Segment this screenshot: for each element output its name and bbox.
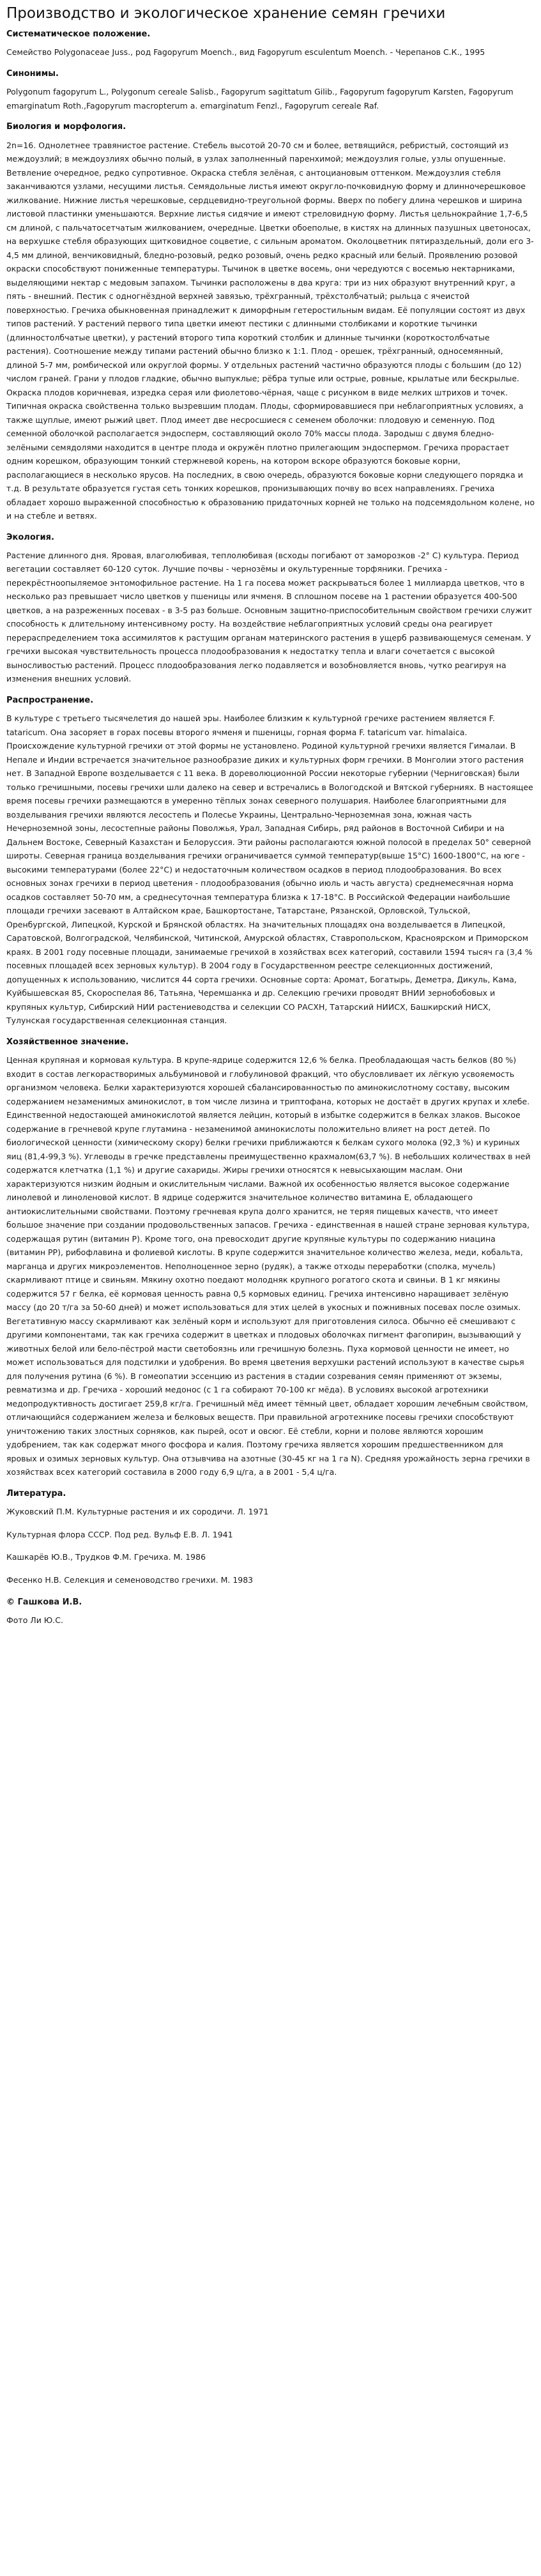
reference-item: Кашкарёв Ю.В., Трудков Ф.М. Гречиха. М. 1986 bbox=[6, 1552, 206, 1562]
reference-item: Фесенко Н.В. Селекция и семеноводство гречихи. М. 1983 bbox=[6, 1574, 254, 1585]
page-title: Производство и экологическое хранение семян гречихи bbox=[6, 5, 446, 22]
section-heading-ecology: Экология. bbox=[6, 532, 54, 542]
section-heading-economic: Хозяйственное значение. bbox=[6, 1037, 129, 1047]
author-credit: © Гашкова И.В. bbox=[6, 1597, 82, 1608]
section-heading-literature: Литература. bbox=[6, 1488, 66, 1498]
reference-item: Жуковский П.М. Культурные растения и их сородичи. Л. 1971 bbox=[6, 1507, 269, 1517]
section-heading-synonyms: Синонимы. bbox=[6, 68, 59, 79]
section-heading-systematic: Систематическое положение. bbox=[6, 29, 151, 40]
reference-list bbox=[6, 1505, 535, 1587]
section-text-ecology: Растение длинного дня. Яровая, влаголюбивая, теплолюбивая (всходы погибают от заморозков -2° С) культура. Период вегетации составляет 60-120 суток. Лучшие почвы - чернозёмы и окультуренные торфяники. Гречиха - перекрёстноопыляемое энтомофильное растение. На 1 га посева может раскрываться более 1 миллиарда цветков, что в несколько раз превышает число цветков у пшеницы или ячменя. В сплошном посеве на 1 растении образуется 400-500 цветков, а на разреженных посевах - в 3-5 раз больше. Основным защитно-приспособительным свойством гречихи служит способность к длительному интенсивному росту. На воздействие неблагоприятных условий среды она реагирует перераспределением тока ассимилятов к растущим органам материнского растения в ущерб развивающемуся семенам. У гречихи высокая чувствительность процесса плодообразования к недостатку тепла и влаги сочетается с высокой выносливостью растений. Процесс плодообразования легко подавляется и возобновляется вновь, чутко реагируя на изменения внешних условий. bbox=[6, 550, 533, 684]
photo-credit: Фото Ли Ю.С. bbox=[6, 1615, 63, 1626]
reference-item: Культурная флора СССР. Под ред. Вульф Е.В. Л. 1941 bbox=[6, 1529, 233, 1539]
section-text-synonyms: Polygonum fagopyrum L., Polygonum cereale Salisb., Fagopyrum sagittatum Gilib., Fagopyrum fagopyrum Karsten, Fagopyrum emarginatum Roth.,Fagopyrum macropterum a. emarginatum Fenzl., Fagopyrum cereale Raf. bbox=[6, 87, 514, 111]
section-text-distribution: В культуре с третьего тысячелетия до нашей эры. Наиболее близким к культурной гречихе растением является F. tataricum. Она засоряет в горах посевы второго ячменя и пшеницы, горная форма F. tataricum var. himalaica. Происхождение культурной гречихи от этой формы не установлено. Родиной культурной гречихи является Гималаи. В Непале и Индии встречается значительное разнообразие диких и культурных форм гречихи. В Монголии этого растения нет. В Западной Европе возделывается с 11 века. В дореволюционной России некоторые губернии (Черниговская) были только гречишными, посевы гречихи шли далеко на север и встречались в Вологодской и Вятской губерниях. В настоящее время посевы гречихи размещаются в умеренно тёплых зонах северного полушария. Наиболее благоприятными для возделывания гречихи являются лесостепь и Полесье Украины, Центрально-Черноземная зона, южная часть Нечерноземной зоны, лесостепные районы Поволжья, Урал, Западная Сибирь, ряд районов в Восточной Сибири и на Дальнем Востоке, Северный Казахстан и Белоруссия. Эти районы располагаются южной полосой в пределах 50° северной широты. Северная граница возделывания гречихи ограничивается суммой температур(выше 15°С) 1600-1800°С, на юге - высокими температурами (более 22°С) и недостаточным количеством осадков в период плодообразования. Во всех основных зонах гречихи в период цветения - плодообразования (обычно июль и часть августа) среднемесячная норма осадков составляет 50-70 мм, а среднесуточная температура близка к 17-18°С. В Российской Федерации наибольшие площади гречихи засевают в Алтайском крае, Башкортостане, Татарстане, Рязанской, Орловской, Тульской, Оренбургской, Липецкой, Курской и Брянской областях. На значительных площадях она возделывается в Липецкой, Саратовской, Волгоградской, Челябинской, Читинской, Амурской областях, Ставропольском, Красноярском и Приморском краях. В 2001 году посевные площади, занимаемые гречихой в хозяйствах всех категорий, составили 1594 тысяч га (3,4 % посевных площадей всех зерновых культур). В 2004 году в Государственном реестре селекционных достижений, допущенных к использованию, числится 44 сорта гречихи. Основные сорта: Аромат, Богатырь, Деметра, Дикуль, Кама, Куйбышевская 85, Скороспелая 86, Татьяна, Черемшанка и др. Селекцию гречихи проводят ВНИИ зернобобовых и крупяных культур, Сибирский НИИ растениеводства и селекции СО РАСХН, Татарский НИИСХ, Башкирский НИСХ, Тулунская государственная селекционная станция. bbox=[6, 713, 533, 1026]
section-text-economic: Ценная крупяная и кормовая культура. В крупе-ядрице содержится 12,6 % белка. Преобладающая часть белков (80 %) входит в состав легкорастворимых альбуминовой и глобулиновой фракций, что обусловливает их лёгкую усвояемость организмом человека. Белки характеризуются хорошей сбалансированностью по аминокислотному составу, высоким содержанием незаменимых аминокислот, в том числе лизина и триптофана, которых не достаёт в других крупах и хлебе. Единственной недостающей аминокислотой является лейцин, который в избытке содержится в белках злаков. Высокое содержание в гречневой крупе глутамина - незаменимой аминокислоты положительно влияет на рост детей. По биологической ценности (химическому скору) белки гречихи приближаются к белкам сухого молока (92,3 %) и куриных яиц (81,4-99,3 %). Углеводы в гречке представлены преимущественно крахмалом(63,7 %). В небольших количествах в ней содержатся клетчатка (1,1 %) и другие сахариды. Жиры гречихи относятся к невысыхающим маслам. Они характеризуются низким йодным и окислительным числами. Важной их особенностью является высокое содержание линолевой и линоленовой кислот. В ядрице содержится значительное количество витамина Е, обладающего антиокислительными свойствами. Поэтому гречневая крупа долго хранится, не теряя пищевых качеств, что имеет большое значение при создании продовольственных запасов. Гречиха - единственная в нашей стране зерновая культура, содержащая рутин (витамин P). Кроме того, она превосходит другие крупяные культуры по содержанию ниацина (витамин PP), рибофлавина и фолиевой кислоты. В крупе содержится значительное количество железа, меди, кобальта, марганца и других микроэлементов. Неполноценное зерно (рудяк), а также отходы переработки (сполка, мучель) скармливают птице и свиньям. Мякину охотно поедают молодняк крупного рогатого скота и свиньи. В 1 кг мякины содержится 57 г белка, её кормовая ценность равна 0,5 кормовых единиц. Гречиха интенсивно наращивает зелёную массу (до 20 т/га за 50-60 дней) и может использоваться для этих целей в укосных и пожнивных посевах после озимых. Вегетативную массу скармливают как зелёный корм и используют для приготовления силоса. Обычно её смешивают с другими компонентами, так как гречиха содержит в цветках и плодовых оболочках пигмент фагопирин, вызывающий у животных белой или бело-пёстрой масти светобоязнь или гречишную болезнь. Пуха кормовой ценности не имеет, но может использоваться для подстилки и удобрения. Во время цветения верхушки растений используют в качестве сырья для получения рутина (6 %). В гомеопатии эссенцию из растения в стадии созревания семян применяют от экземы, ревматизма и др. Гречиха - хороший медонос (с 1 га собирают 70-100 кг мёда). В условиях высокой агротехники медопродуктивность достигает 259,8 кг/га. Гречишный мёд имеет тёмный цвет, обладает хорошим лечебным свойством, отличающийся содержанием железа и белковых веществ. При правильной агротехнике посевы гречихи способствуют уничтожению таких злостных сорняков, как пырей, осот и овсюг. Её стебли, корни и полове являются хорошим удобрением, так как содержат много фосфора и калия. Поэтому гречиха является хорошим предшественником для яровых и озимых зерновых культур. Она отзывчива на азотные (30-45 кг на 1 га N). Средняя урожайность зерна гречихи в хозяйствах всех категорий составила в 2000 году 6,9 ц/га, а в 2001 - 5,4 ц/га. bbox=[6, 1055, 531, 1477]
section-heading-distribution: Распространение. bbox=[6, 695, 94, 705]
section-text-systematic: Семейство Polygonaceae Juss., род Fagopyrum Moench., вид Fagopyrum esculentum Moench. - Черепанов С.К., 1995 bbox=[6, 47, 485, 57]
section-heading-biology: Биология и морфология. bbox=[6, 122, 126, 132]
section-text-biology: 2n=16. Однолетнее травянистое растение. Стебель высотой 20-70 см и более, ветвящийся, ребристый, состоящий из междоузлий; в междоузлиях обычно полый, в узлах заполненный паренхимой; междоузлия голые, узлы опушенные. Ветвление очередное, редко супротивное. Окраска стебля зелёная, с антоциановым оттенком. Междоузлия стебля заканчиваются узлами, несущими листья. Семядольные листья имеют округло-почковидную форму и длинночерешковое жилкование. Нижние листья черешковые, сердцевидно-треугольной формы. Вверх по побегу длина черешков и ширина листовой пластинки уменьшаются. Верхние листья сидячие и имеют стреловидную форму. Листья цельнокрайние 1,7-6,5 см длиной, с пальчатосетчатым жилкованием, очередные. Цветки обоеполые, в кистях на длинных пазушных цветоносах, на верхушке стебля образующих щитковидное соцветие, с сильным ароматом. Околоцветник пятираздельный, доли его 3-4,5 мм длиной, венчиковидный, бледно-розовый, редко розовый, очень редко красный или белый. Проявлению розовой окраски способствуют пониженные температуры. Тычинок в цветке восемь, они чередуются с восемью нектарниками, выделяющими нектар с медовым запахом. Тычинки расположены в два круга: три из них образуют внутренний круг, а пять - внешний. Пестик с одногнёздной верхней завязью, трёхгранный, трёхстолбчатый; рыльца с ячеистой поверхностью. Гречиха обыкновенная принадлежит к диморфным гетеростильным видам. Её популяции состоят из двух типов растений. У растений первого типа цветки имеют пестики с длинными столбиками и короткие тычинки (длинностолбчатые цветки), у растений второго типа короткий столбик и длинные тычинки (короткостолбчатые растения). Соотношение между типами растений обычно близко к 1:1. Плод - орешек, трёхгранный, односемянный, длиной 5-7 мм, ромбической или округлой формы. У отдельных растений частично образуются плоды с большим (до 12) числом граней. Грани у плодов гладкие, обычно выпуклые; рёбра тупые или острые, ровные, крылатые или бескрылые. Окраска плодов коричневая, изредка серая или фиолетово-чёрная, чаще с рисунком в виде мелких штрихов и точек. Типичная окраска свойственна только вызревшим плодам. Плоды, сформировавшиеся при неблагоприятных условиях, а также щуплые, имеют рыжий цвет. Плод имеет две несросшиеся с семенем оболочки: плодовую и семенную. Под семенной оболочкой располагается эндосперм, составляющий около 70% массы плода. Зародыш с двумя бледно-зелёными семядолями находится в центре плода и окружён плотно прилегающим эндоспермом. Гречиха прорастает одним корешком, образующим тонкий стержневой корень, на котором вскоре образуются боковые корни, располагающиеся в несколько ярусов. На последних, в свою очередь, образуются боковые корни следующего порядка и т.д. В результате образуется густая сеть тонких корешков, пронизывающих почву во всех направлениях. Гречиха обладает хорошо выраженной способностью к образованию придаточных корней не только на подсемядольном колене, но и на стебле и ветвях. bbox=[6, 140, 535, 521]
